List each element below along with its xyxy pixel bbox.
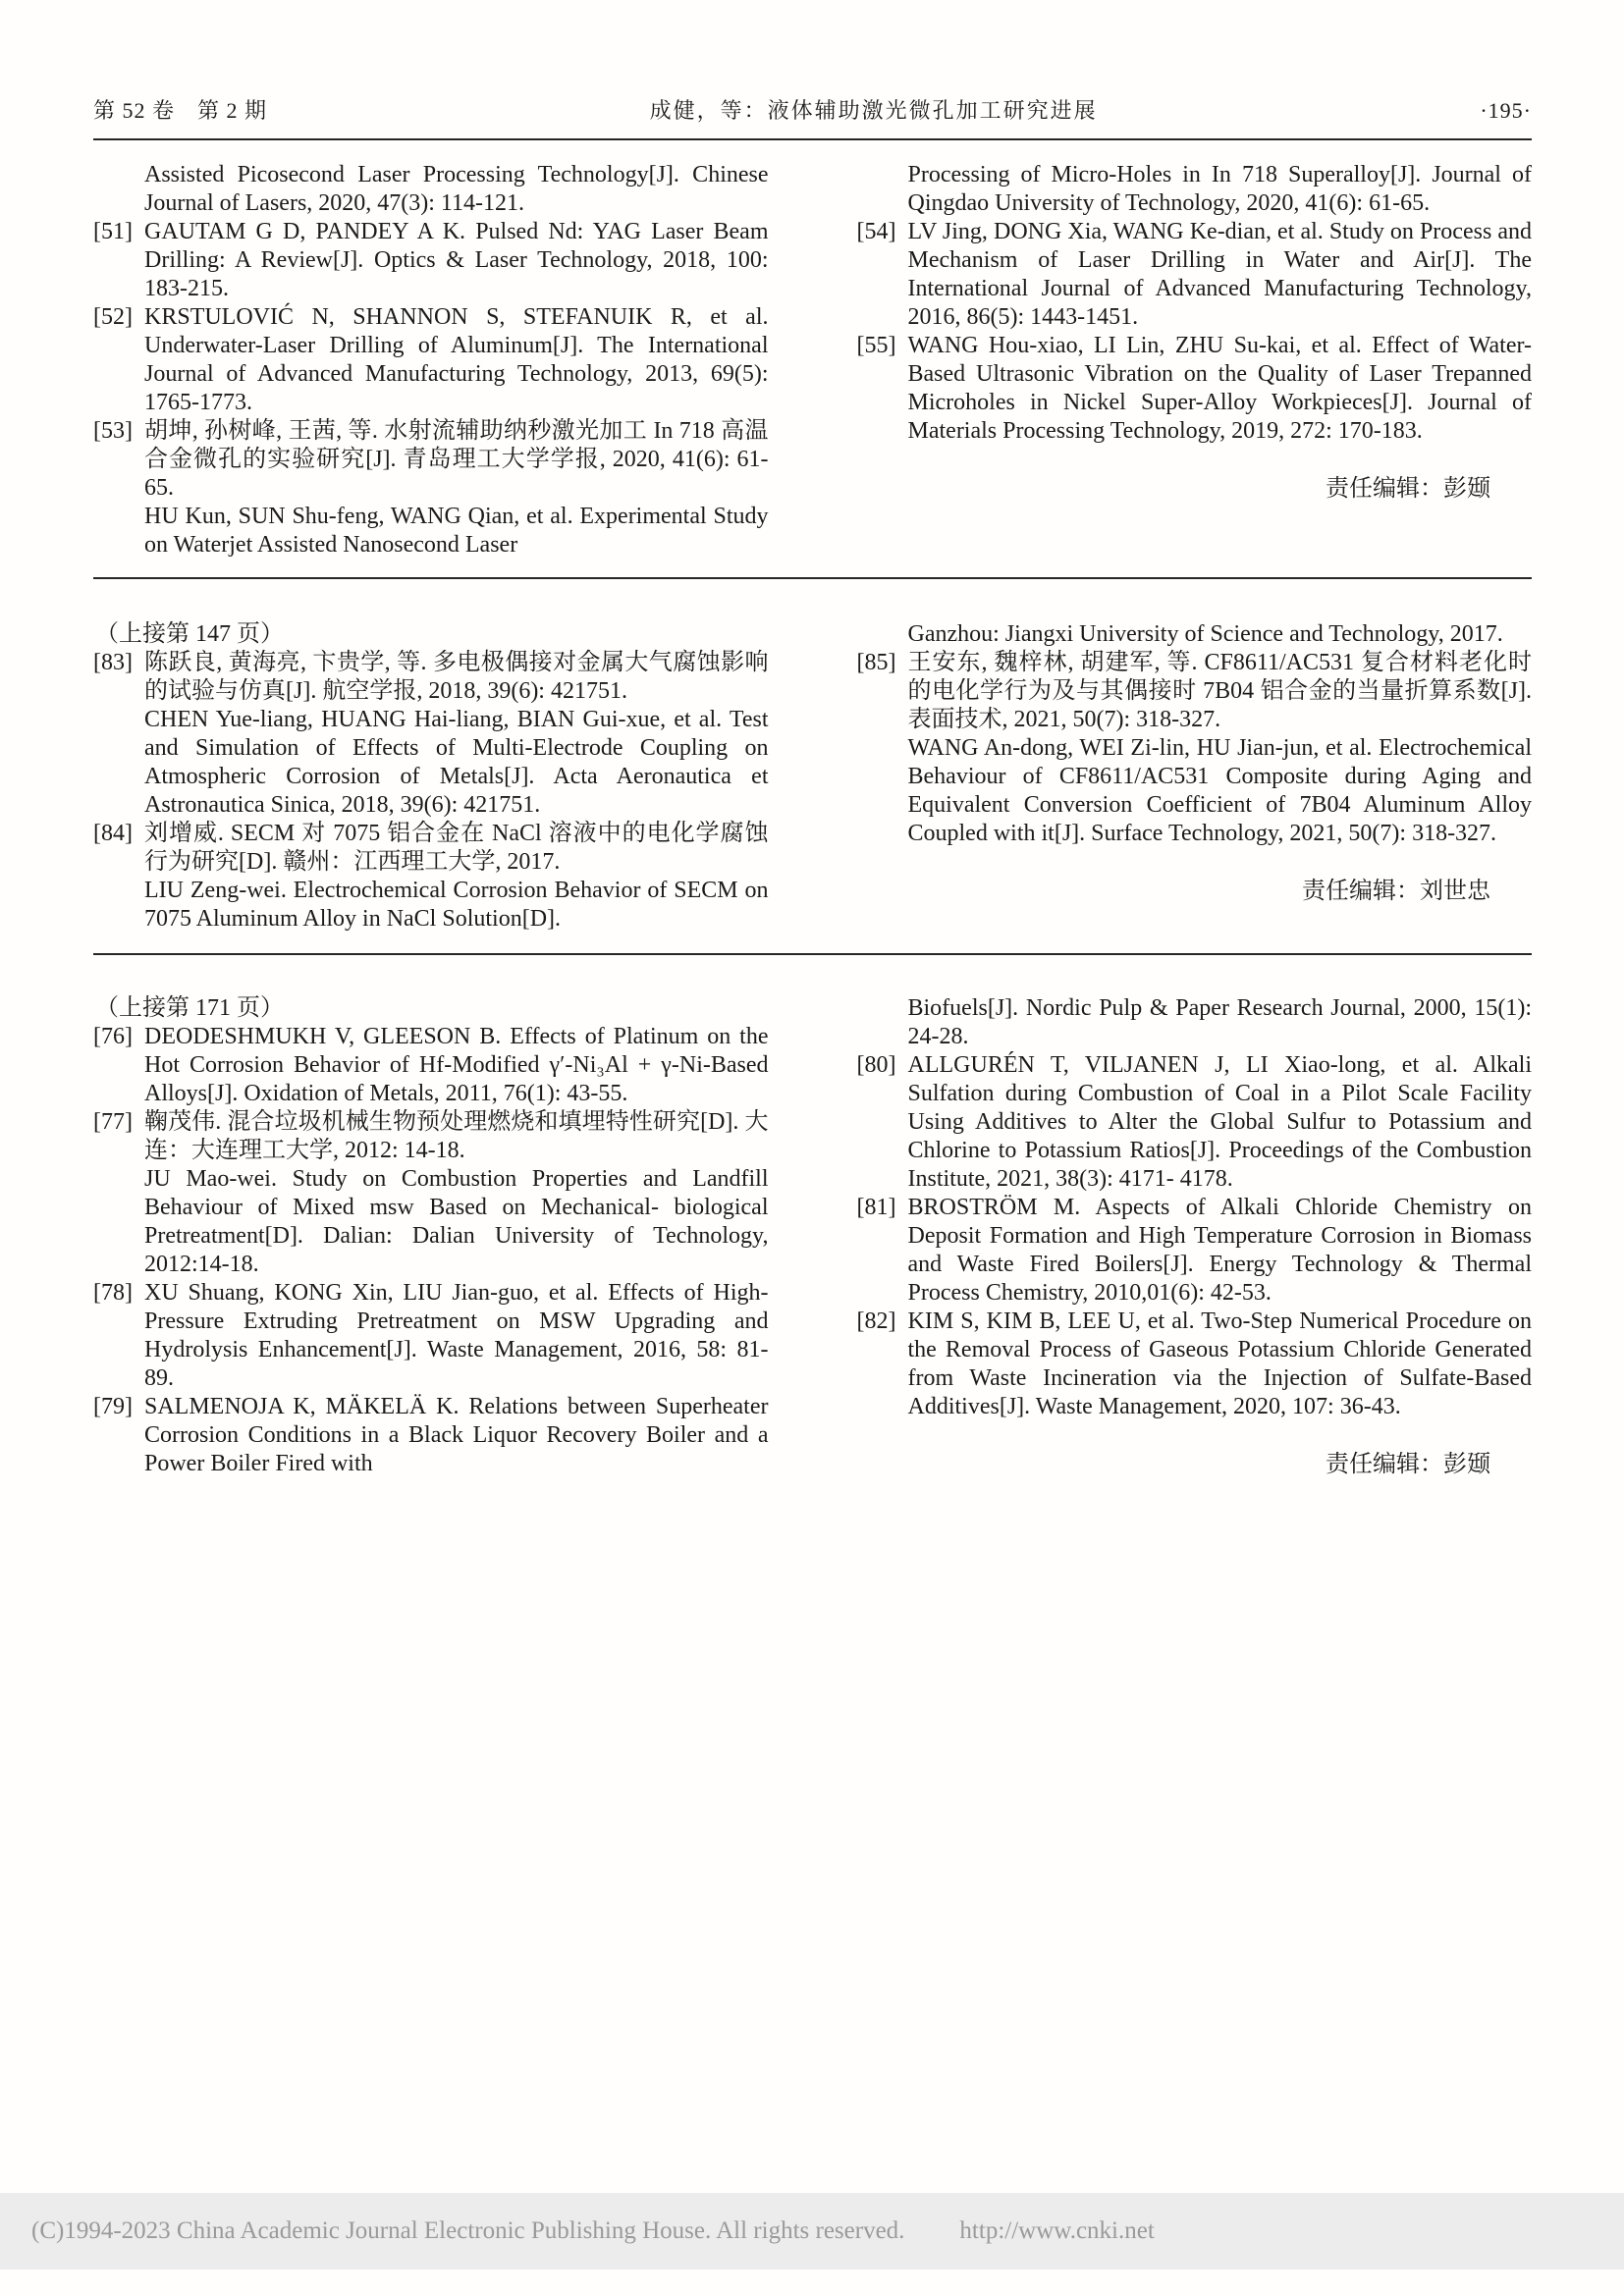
reference-entry — [857, 332, 1533, 446]
reference-number: [77] — [93, 1109, 133, 1135]
reference-entry — [93, 417, 769, 503]
references-section-1 — [93, 161, 1532, 560]
right-column — [857, 161, 1533, 560]
section-divider — [93, 577, 1532, 579]
section-divider — [93, 953, 1532, 955]
continued-from-note: （上接第 171 页） — [95, 995, 284, 1021]
reference-number: [54] — [856, 219, 896, 244]
reference-entry — [93, 1108, 769, 1165]
reference-entry — [857, 218, 1533, 332]
reference-text: 胡坤, 孙树峰, 王茜, 等. 水射流辅助纳秒激光加工 In 718 高温合金微孔的实验研究[J]. 青岛理工大学学报, 2020, 41(6): 61-65. — [144, 418, 769, 501]
reference-entry — [857, 1194, 1533, 1308]
reference-number: [53] — [93, 418, 133, 444]
reference-text: GAUTAM G D, PANDEY A K. Pulsed Nd: YAG Laser Beam Drilling: A Review[J]. Optics & Laser Technology, 2018, 100: 183-215. — [144, 219, 769, 301]
left-column — [93, 161, 769, 560]
reference-number: [85] — [856, 650, 896, 675]
reference-text: XU Shuang, KONG Xin, LIU Jian-guo, et al. Effects of High-Pressure Extruding Pretreatment on MSW Upgrading and Hydrolysis Enhancement[J]. Waste Management, 2016, 58: 81-89. — [144, 1280, 769, 1391]
reference-number: [84] — [93, 821, 133, 846]
reference-continuation: Assisted Picosecond Laser Processing Technology[J]. Chinese Journal of Lasers, 2020, 47(3): 114-121. — [144, 162, 769, 216]
reference-continuation: JU Mao-wei. Study on Combustion Properties and Landfill Behaviour of Mixed msw Based on Mechanical- biological Pretreatment[D]. Dalian: Dalian University of Technology, 2012:14-18. — [144, 1166, 769, 1277]
reference-text: 刘增威. SECM 对 7075 铝合金在 NaCl 溶液中的电化学腐蚀行为研究[D]. 赣州：江西理工大学, 2017. — [144, 821, 769, 875]
reference-number: [51] — [93, 219, 133, 244]
reference-continuation: Biofuels[J]. Nordic Pulp & Paper Research Journal, 2000, 15(1): 24-28. — [907, 995, 1532, 1049]
page-content — [93, 136, 1532, 1479]
reference-entry — [857, 1308, 1533, 1421]
copyright-text: (C)1994-2023 China Academic Journal Electronic Publishing House. All rights reserved. — [31, 2217, 905, 2244]
reference-continuation: Ganzhou: Jiangxi University of Science and Technology, 2017. — [907, 621, 1503, 647]
reference-number: [55] — [856, 333, 896, 358]
reference-entry — [93, 820, 769, 877]
reference-text: 陈跃良, 黄海亮, 卞贵学, 等. 多电极偶接对金属大气腐蚀影响的试验与仿真[J]. 航空学报, 2018, 39(6): 421751. — [144, 650, 769, 704]
reference-number: [82] — [856, 1308, 896, 1334]
reference-number: [80] — [856, 1052, 896, 1078]
reference-entry — [857, 1051, 1533, 1194]
reference-entry — [93, 1393, 769, 1478]
reference-text: KRSTULOVIĆ N, SHANNON S, STEFANUIK R, et al. Underwater-Laser Drilling of Aluminum[J]. The International Journal of Advanced Manufacturing Technology, 2013, 69(5): 1765-1773. — [144, 304, 769, 415]
page-number: ·195· — [1480, 98, 1532, 123]
reference-entry — [93, 649, 769, 706]
reference-entry — [93, 1279, 769, 1393]
editor-note: 责任编辑：刘世忠 — [1302, 879, 1490, 904]
reference-text: BROSTRÖM M. Aspects of Alkali Chloride Chemistry on Deposit Formation and High Temperature Corrosion in Biomass and Waste Fired Boilers[J]. Energy Technology & Thermal Process Chemistry, 2010,01(6): 42-53. — [907, 1195, 1532, 1306]
page-header — [93, 94, 1532, 140]
reference-continuation: LIU Zeng-wei. Electrochemical Corrosion Behavior of SECM on 7075 Aluminum Alloy in NaCl Solution[D]. — [144, 878, 769, 932]
reference-text: 王安东, 魏梓林, 胡建军, 等. CF8611/AC531 复合材料老化时的电化学行为及与其偶接时 7B04 铝合金的当量折算系数[J]. 表面技术, 2021, 50(7): 318-327. — [907, 650, 1532, 732]
left-column — [93, 994, 769, 1479]
reference-entry — [93, 303, 769, 417]
reference-number: [76] — [93, 1024, 133, 1049]
references-section-2 — [93, 620, 1532, 934]
reference-continuation: HU Kun, SUN Shu-feng, WANG Qian, et al. Experimental Study on Waterjet Assisted Nanosecond Laser — [144, 504, 769, 558]
cnki-url: http://www.cnki.net — [959, 2217, 1155, 2244]
editor-note: 责任编辑：彭颋 — [1326, 1452, 1490, 1477]
reference-text: WANG Hou-xiao, LI Lin, ZHU Su-kai, et al. Effect of Water-Based Ultrasonic Vibration on the Quality of Laser Trepanned Microholes in Nickel Super-Alloy Workpieces[J]. Journal of Materials Processing Technology, 2019, 272: 170-183. — [907, 333, 1532, 444]
editor-note: 责任编辑：彭颋 — [1326, 476, 1490, 502]
reference-entry — [93, 1023, 769, 1108]
reference-continuation: CHEN Yue-liang, HUANG Hai-liang, BIAN Gui-xue, et al. Test and Simulation of Effects of Multi-Electrode Coupling on Atmospheric Corrosion of Metals[J]. Acta Aeronautica et Astronautica Sinica, 2018, 39(6): 421751. — [144, 707, 769, 818]
reference-text: KIM S, KIM B, LEE U, et al. Two-Step Numerical Procedure on the Removal Process of Gaseous Potassium Chloride Generated from Waste Incineration via the Injection of Sulfate-Based Additives[J]. Waste Management, 2020, 107: 36-43. — [907, 1308, 1532, 1419]
reference-text: 鞠茂伟. 混合垃圾机械生物预处理燃烧和填埋特性研究[D]. 大连：大连理工大学, 2012: 14-18. — [144, 1109, 769, 1163]
volume-issue: 第 52 卷 第 2 期 — [93, 98, 268, 123]
reference-entry — [93, 218, 769, 303]
reference-continuation: Processing of Micro-Holes in In 718 Superalloy[J]. Journal of Qingdao University of Technology, 2020, 41(6): 61-65. — [907, 162, 1532, 216]
reference-number: [52] — [93, 304, 133, 330]
reference-text: ALLGURÉN T, VILJANEN J, LI Xiao-long, et al. Alkali Sulfation during Combustion of Coal in a Pilot Scale Facility Using Additives to Alter the Global Sulfur to Potassium and Chlorine to Potassium Ratios[J]. Proceedings of the Combustion Institute, 2021, 38(3): 4171- 4178. — [907, 1052, 1532, 1192]
running-title: 成健，等：液体辅助激光微孔加工研究进展 — [649, 98, 1098, 123]
right-column — [857, 994, 1533, 1479]
reference-text: LV Jing, DONG Xia, WANG Ke-dian, et al. Study on Process and Mechanism of Laser Drilling in Water and Air[J]. The International Journal of Advanced Manufacturing Technology, 2016, 86(5): 1443-1451. — [907, 219, 1532, 330]
page-footer — [0, 2193, 1624, 2269]
reference-number: [79] — [93, 1394, 133, 1419]
left-column — [93, 620, 769, 934]
reference-text: DEODESHMUKH V, GLEESON B. Effects of Platinum on the Hot Corrosion Behavior of Hf-Modified γ′-Ni₃Al + γ-Ni-Based Alloys[J]. Oxidation of Metals, 2011, 76(1): 43-55. — [144, 1024, 769, 1106]
reference-number: [81] — [856, 1195, 896, 1220]
right-column — [857, 620, 1533, 934]
reference-number: [83] — [93, 650, 133, 675]
continued-from-note: （上接第 147 页） — [95, 621, 284, 647]
reference-entry — [857, 649, 1533, 734]
reference-continuation: WANG An-dong, WEI Zi-lin, HU Jian-jun, et al. Electrochemical Behaviour of CF8611/AC531 Composite during Aging and Equivalent Conversion Coefficient of 7B04 Aluminum Alloy Coupled with it[J]. Surface Technology, 2021, 50(7): 318-327. — [907, 735, 1532, 846]
references-section-3 — [93, 994, 1532, 1479]
reference-text: SALMENOJA K, MÄKELÄ K. Relations between Superheater Corrosion Conditions in a Black Liquor Recovery Boiler and a Power Boiler Fired with — [144, 1394, 769, 1476]
reference-number: [78] — [93, 1280, 133, 1306]
